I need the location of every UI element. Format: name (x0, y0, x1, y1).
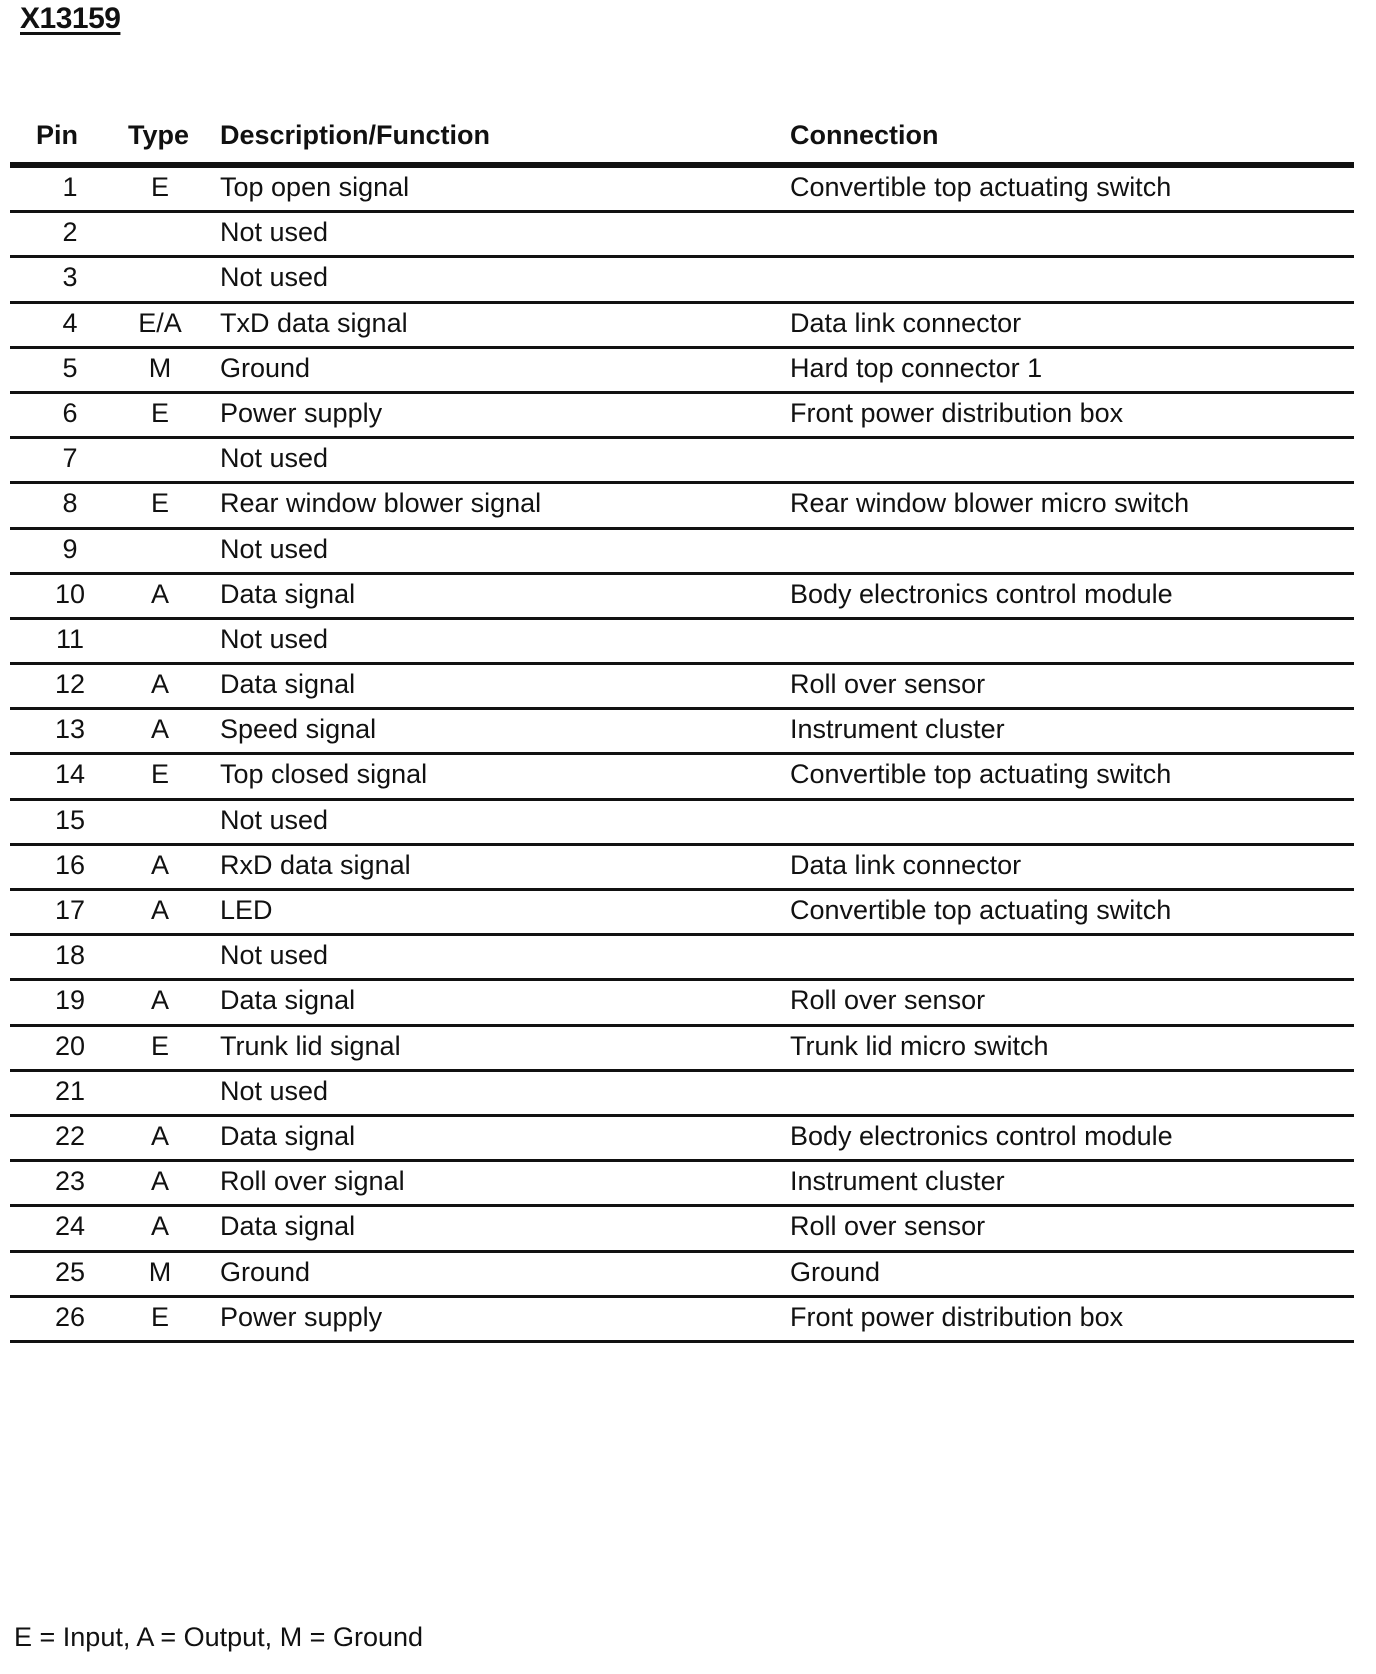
table-row (10, 1117, 1354, 1162)
connection-cell: Data link connector (790, 307, 1022, 338)
table-row (10, 439, 1354, 484)
pin-cell: 24 (54, 1211, 86, 1242)
table-row (10, 1298, 1354, 1343)
description-cell: LED (220, 895, 273, 925)
pin-table (10, 112, 1354, 1343)
connection-cell: Roll over sensor (790, 1211, 986, 1242)
table-row (10, 936, 1354, 981)
table-row (10, 1207, 1354, 1252)
pin-cell: 1 (62, 172, 78, 202)
pin-cell: 25 (54, 1256, 86, 1287)
connection-cell: Front power distribution box (790, 397, 1124, 428)
table-row (10, 1027, 1354, 1072)
connection-cell: Convertible top actuating switch (790, 759, 1172, 790)
type-cell: A (150, 895, 169, 925)
type-cell: M (148, 352, 172, 383)
table-row (10, 575, 1354, 620)
description-cell: Not used (220, 623, 329, 654)
pin-cell: 6 (62, 397, 78, 428)
pin-cell: 7 (62, 443, 78, 474)
type-cell: A (150, 714, 169, 745)
connection-cell: Roll over sensor (790, 985, 986, 1016)
pin-cell: 22 (54, 1120, 86, 1151)
table-row (10, 1072, 1354, 1117)
type-cell: E (150, 488, 169, 519)
type-cell: A (150, 1120, 169, 1151)
table-row (10, 801, 1354, 846)
description-cell: Power supply (220, 397, 383, 428)
type-cell: M (148, 1256, 172, 1287)
type-cell: E (150, 397, 169, 428)
connection-cell: Roll over sensor (790, 669, 986, 700)
pin-cell: 19 (54, 985, 86, 1016)
connection-cell: Front power distribution box (790, 1301, 1124, 1332)
table-row (10, 665, 1354, 710)
pin-cell: 15 (54, 804, 86, 835)
pin-cell: 21 (54, 1075, 86, 1106)
header-type: Type (128, 120, 190, 150)
table-row (10, 1162, 1354, 1207)
description-cell: Not used (220, 940, 329, 971)
table-row (10, 349, 1354, 394)
table-row (10, 755, 1354, 800)
table-row (10, 304, 1354, 349)
description-cell: Ground (220, 1256, 311, 1287)
connection-cell: Trunk lid micro switch (790, 1030, 1049, 1061)
table-row (10, 620, 1354, 665)
pin-cell: 17 (54, 895, 86, 925)
table-header (10, 112, 1354, 168)
table-row (10, 168, 1354, 213)
table-row (10, 846, 1354, 891)
description-cell: Top open signal (220, 172, 410, 202)
pin-cell: 18 (54, 940, 86, 971)
type-cell: A (150, 1211, 169, 1242)
pin-cell: 10 (54, 578, 86, 609)
pin-cell: 9 (62, 533, 78, 564)
pin-cell: 11 (55, 623, 85, 654)
pin-cell: 4 (62, 307, 78, 338)
description-cell: Not used (220, 443, 329, 474)
type-cell: A (150, 669, 169, 700)
type-legend: E = Input, A = Output, M = Ground (14, 1622, 424, 1652)
table-row (10, 710, 1354, 755)
header-description: Description/Function (220, 120, 490, 150)
pin-cell: 16 (54, 849, 86, 880)
description-cell: Trunk lid signal (220, 1030, 401, 1061)
type-cell: E (150, 172, 169, 202)
table-body (10, 168, 1354, 1343)
connector-title: X13159 (20, 2, 121, 35)
type-cell: A (150, 849, 169, 880)
description-cell: Not used (220, 804, 329, 835)
description-cell: Not used (220, 1075, 329, 1106)
connection-cell: Ground (790, 1256, 881, 1287)
pin-cell: 8 (62, 488, 78, 519)
connection-cell: Hard top connector 1 (790, 352, 1043, 383)
pin-cell: 26 (54, 1301, 86, 1332)
connection-cell: Convertible top actuating switch (790, 172, 1172, 202)
table-row (10, 484, 1354, 529)
description-cell: Not used (220, 533, 329, 564)
type-cell: A (150, 1166, 169, 1197)
connection-cell: Body electronics control module (790, 1120, 1173, 1151)
connection-cell: Convertible top actuating switch (790, 895, 1172, 925)
type-cell: E (150, 759, 169, 790)
description-cell: Top closed signal (220, 759, 428, 790)
type-cell: A (150, 985, 169, 1016)
table-row (10, 891, 1354, 936)
type-cell: E/A (138, 307, 182, 338)
description-cell: Ground (220, 352, 311, 383)
table-row (10, 394, 1354, 439)
pin-cell: 13 (54, 714, 86, 745)
description-cell: Rear window blower signal (220, 488, 542, 519)
type-cell: A (150, 578, 169, 609)
description-cell: Data signal (220, 1211, 356, 1242)
description-cell: Not used (220, 262, 329, 293)
description-cell: Data signal (220, 985, 356, 1016)
description-cell: Speed signal (220, 714, 377, 745)
connection-cell: Instrument cluster (790, 1166, 1005, 1197)
pin-cell: 12 (54, 669, 86, 700)
description-cell: Data signal (220, 1120, 356, 1151)
connection-cell: Instrument cluster (790, 714, 1005, 745)
table-row (10, 213, 1354, 258)
pin-cell: 14 (54, 759, 86, 790)
pin-cell: 23 (54, 1166, 86, 1197)
table-row (10, 981, 1354, 1026)
connection-cell: Data link connector (790, 849, 1022, 880)
pin-cell: 3 (62, 262, 78, 293)
pin-cell: 2 (62, 217, 78, 248)
description-cell: Roll over signal (220, 1166, 405, 1197)
type-cell: E (150, 1301, 169, 1332)
header-connection: Connection (790, 120, 939, 150)
table-row (10, 530, 1354, 575)
description-cell: RxD data signal (220, 849, 411, 880)
description-cell: TxD data signal (220, 307, 408, 338)
header-pin: Pin (36, 120, 79, 150)
description-cell: Power supply (220, 1301, 383, 1332)
connection-cell: Rear window blower micro switch (790, 488, 1190, 519)
type-cell: E (150, 1030, 169, 1061)
description-cell: Not used (220, 217, 329, 248)
description-cell: Data signal (220, 578, 356, 609)
pin-cell: 20 (54, 1030, 86, 1061)
description-cell: Data signal (220, 669, 356, 700)
table-row (10, 258, 1354, 303)
connection-cell: Body electronics control module (790, 578, 1173, 609)
pin-cell: 5 (62, 352, 78, 383)
table-row (10, 1253, 1354, 1298)
